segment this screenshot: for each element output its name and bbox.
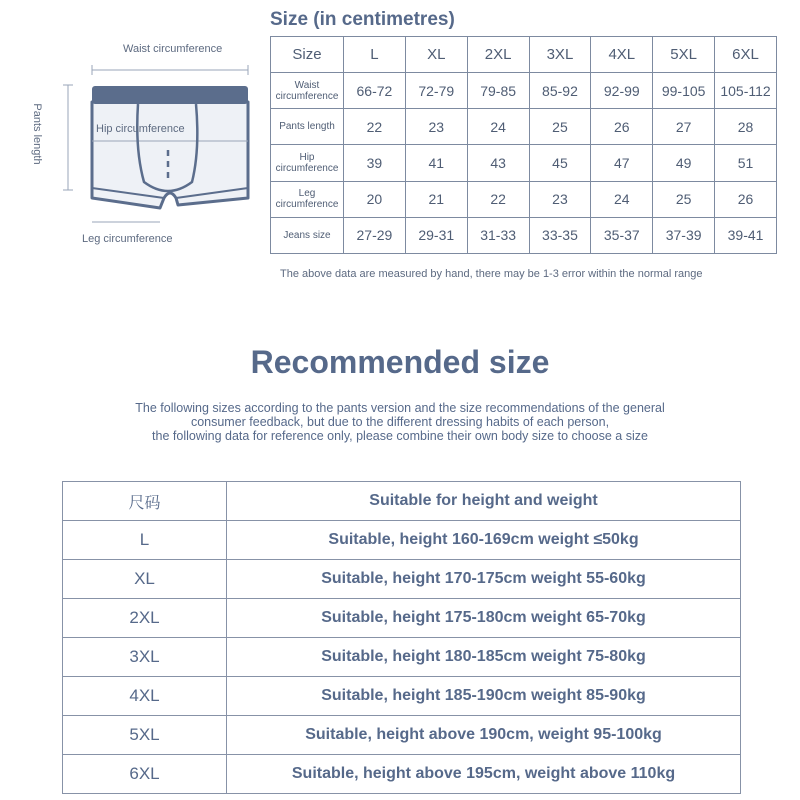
description-line: the following data for reference only, please combine their own body size to choose a size [152,429,648,443]
size-header-cell: 3XL [529,37,591,73]
value-cell: 47 [591,145,653,181]
size-table-row [271,145,777,181]
size-table-row [271,217,777,253]
suitability-cell: Suitable, height above 195cm, weight above 110kg [227,755,741,794]
suitability-cell: Suitable, height 170-175cm weight 55-60kg [227,560,741,599]
size-header-cell: 2XL [467,37,529,73]
shorts-diagram [30,30,270,260]
value-cell: 27 [653,109,715,145]
size-header-cell: 6XL [715,37,777,73]
value-cell: 105-112 [715,73,777,109]
recommended-header-row [63,482,741,521]
value-cell: 20 [344,181,406,217]
value-cell: 24 [591,181,653,217]
pants-length-label: Pants length [31,103,43,165]
recommended-row [63,677,741,716]
value-cell: 43 [467,145,529,181]
recommended-description [100,401,700,443]
value-cell: 39-41 [715,217,777,253]
suitability-column-header: Suitable for height and weight [227,482,741,521]
shorts-illustration [30,30,270,260]
hip-circumference-label: Hip circumference [96,123,185,135]
row-label-line: circumference [275,90,339,102]
waist-circumference-label: Waist circumference [123,43,223,55]
suitability-cell: Suitable, height 185-190cm weight 85-90kg [227,677,741,716]
value-cell: 49 [653,145,715,181]
recommended-size-table [62,481,741,794]
size-table-row [271,109,777,145]
value-cell: 41 [405,145,467,181]
value-cell: 21 [405,181,467,217]
value-cell: 79-85 [467,73,529,109]
value-cell: 23 [529,181,591,217]
value-cell: 92-99 [591,73,653,109]
row-label-line: circumference [275,199,339,211]
value-cell: 24 [467,109,529,145]
value-cell: 25 [653,181,715,217]
size-table-row [271,73,777,109]
row-label-cell [271,181,344,217]
row-label-cell [271,109,344,145]
row-label-cell [271,73,344,109]
size-header-cell: 4XL [591,37,653,73]
recommended-size-title: Recommended size [250,344,550,380]
suitability-cell: Suitable, height 175-180cm weight 65-70kg [227,599,741,638]
size-header-cell: L [344,37,406,73]
row-label-line: circumference [275,163,339,175]
size-cell: 5XL [63,716,227,755]
suitability-cell: Suitable, height 180-185cm weight 75-80kg [227,638,741,677]
value-cell: 26 [715,181,777,217]
row-label-cell [271,145,344,181]
row-label-line: Leg [298,188,316,200]
value-cell: 31-33 [467,217,529,253]
row-label-cell [271,217,344,253]
row-label-line: Waist [294,79,320,91]
size-header-cell: 5XL [653,37,715,73]
value-cell: 22 [467,181,529,217]
value-cell: 45 [529,145,591,181]
size-table-row [271,181,777,217]
value-cell: 66-72 [344,73,406,109]
recommended-row [63,716,741,755]
recommended-row [63,521,741,560]
size-cell: 4XL [63,677,227,716]
size-cell: 2XL [63,599,227,638]
measurement-note: The above data are measured by hand, there may be 1-3 error within the normal range [280,268,703,280]
size-cell: 6XL [63,755,227,794]
size-header-cell: XL [405,37,467,73]
recommended-row [63,755,741,794]
size-cell: XL [63,560,227,599]
value-cell: 33-35 [529,217,591,253]
leg-circumference-label: Leg circumference [82,233,173,245]
size-column-header: 尺码 [63,482,227,521]
value-cell: 39 [344,145,406,181]
recommended-row [63,638,741,677]
row-label-line: Jeans size [283,229,331,241]
value-cell: 35-37 [591,217,653,253]
recommended-row [63,560,741,599]
value-cell: 25 [529,109,591,145]
description-line: The following sizes according to the pants version and the size recommendations of the general [135,401,665,415]
size-header-cell: Size [271,37,344,73]
size-cell: L [63,521,227,560]
row-label-line: Hip [299,152,315,164]
value-cell: 26 [591,109,653,145]
value-cell: 51 [715,145,777,181]
value-cell: 37-39 [653,217,715,253]
size-table [270,36,777,254]
size-cell: 3XL [63,638,227,677]
size-table-header-row [271,37,777,73]
value-cell: 28 [715,109,777,145]
description-line: consumer feedback, but due to the different dressing habits of each person, [190,415,610,429]
value-cell: 22 [344,109,406,145]
value-cell: 99-105 [653,73,715,109]
value-cell: 27-29 [344,217,406,253]
value-cell: 23 [405,109,467,145]
size-table-title: Size (in centimetres) [270,9,455,30]
recommended-row [63,599,741,638]
suitability-cell: Suitable, height above 190cm, weight 95-100kg [227,716,741,755]
value-cell: 85-92 [529,73,591,109]
suitability-cell: Suitable, height 160-169cm weight ≤50kg [227,521,741,560]
value-cell: 29-31 [405,217,467,253]
row-label-line: Pants length [279,121,335,133]
value-cell: 72-79 [405,73,467,109]
